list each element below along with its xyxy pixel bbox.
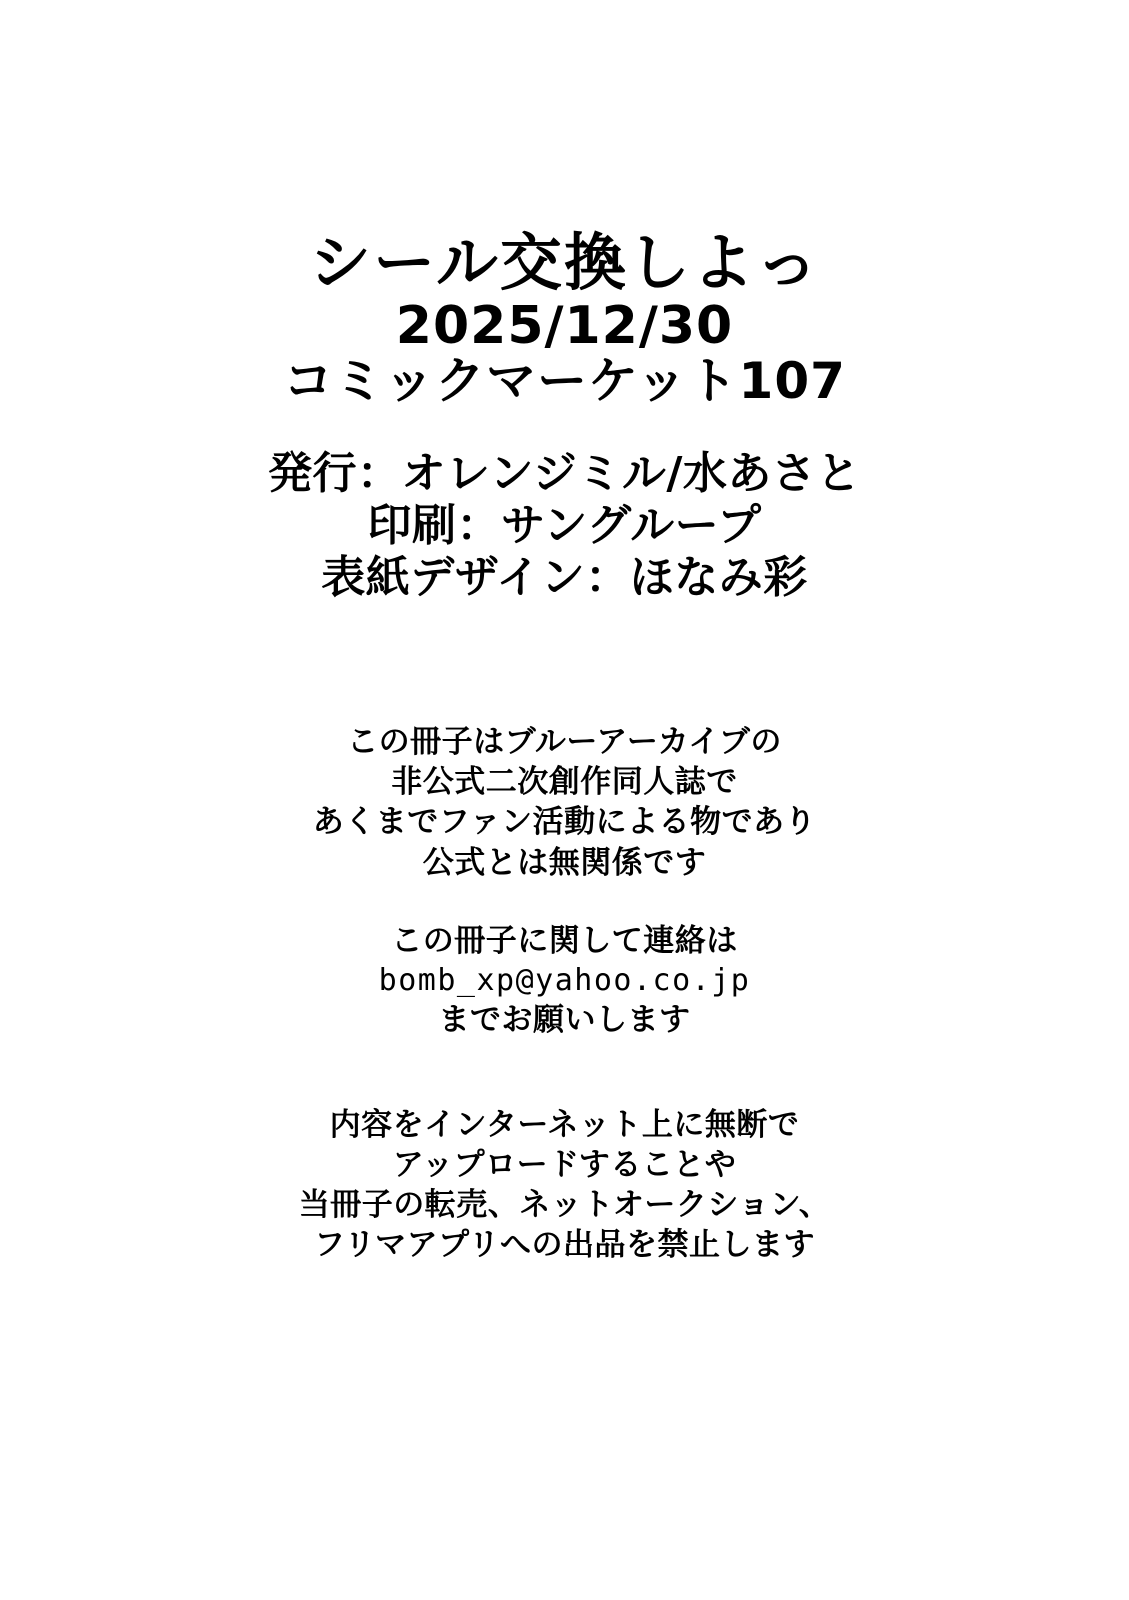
event-name: コミックマーケット107	[283, 352, 846, 410]
disclaimer-block	[313, 722, 816, 883]
prohibition-block	[299, 1105, 830, 1266]
contact-trail: までお願いします	[438, 1002, 691, 1039]
publish-date: 2025/12/30	[395, 296, 734, 356]
prohibition-line-2: アップロードすることや	[392, 1146, 737, 1183]
contact-lead: この冊子に関して連絡は	[391, 922, 738, 959]
prohibition-line-3: 当冊子の転売、ネットオークション、	[298, 1187, 831, 1224]
title-block	[283, 226, 846, 410]
disclaimer-line-2: 非公式二次創作同人誌で	[391, 764, 738, 801]
disclaimer-line-4: 公式とは無関係です	[422, 844, 707, 881]
credit-printer: 印刷：サングループ	[367, 499, 762, 551]
doujin-title: シール交換しよっ	[309, 226, 820, 299]
prohibition-line-4: フリマアプリへの出品を禁止します	[314, 1227, 815, 1264]
credit-publisher: 発行：オレンジミル/水あさと	[268, 448, 861, 499]
contact-block	[379, 921, 751, 1041]
contact-email: bomb_xp@yahoo.co.jp	[378, 963, 751, 999]
prohibition-line-1: 内容をインターネット上に無断で	[329, 1106, 800, 1143]
credits-block	[268, 448, 861, 604]
disclaimer-line-3: あくまでファン活動による物であり	[312, 804, 817, 841]
credit-cover-designer: 表紙デザイン：ほなみ彩	[321, 551, 808, 603]
disclaimer-line-1: この冊子はブルーアーカイブの	[347, 723, 782, 760]
